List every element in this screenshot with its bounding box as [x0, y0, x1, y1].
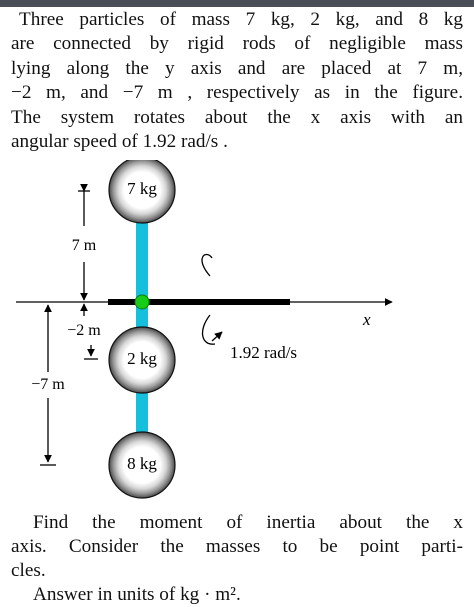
dimension-7m-label: 7 m [71, 237, 97, 254]
mass-8kg [109, 432, 175, 498]
answer-units-line: Answer in units of kg · m². [33, 584, 241, 605]
question-text [11, 511, 463, 607]
mass-7kg-label: 7 kg [127, 179, 157, 198]
problem-line-5: The system rotates about the x axis with an [11, 106, 463, 128]
problem-line-3: lying along the y axis and are placed at 7 m, [11, 57, 463, 79]
x-axis-label: x [363, 310, 371, 329]
problem-line-2: are connected by rigid rods of negligible mass [11, 33, 463, 55]
question-line-2: axis. Consider the masses to be point parti- [11, 536, 463, 557]
rod-system-figure [0, 160, 474, 505]
mass-2kg [109, 327, 175, 393]
problem-line-1: Three particles of mass 7 kg, 2 kg, and 8 kg [19, 9, 463, 30]
problem-line-6: angular speed of 1.92 rad/s . [11, 131, 228, 153]
mass-8kg-label: 8 kg [127, 454, 157, 473]
pivot-point [135, 295, 149, 309]
rotation-arrowhead [212, 332, 222, 341]
problem-line-4: −2 m, and −7 m , respectively as in the figure. [11, 82, 463, 104]
window-top-bar [0, 0, 474, 7]
mass-7kg [109, 160, 175, 223]
problem-text [11, 8, 463, 154]
dimension-neg7m-label: −7 m [31, 376, 65, 393]
angular-speed-label: 1.92 rad/s [230, 343, 298, 362]
mass-2kg-label: 2 kg [127, 349, 157, 368]
rod-upper [136, 210, 148, 302]
dimension-neg2m-label: −2 m [67, 322, 101, 339]
question-line-3: cles. [11, 560, 46, 581]
question-line-1: Find the moment of inertia about the x [33, 512, 463, 533]
rod-lower [136, 392, 148, 438]
